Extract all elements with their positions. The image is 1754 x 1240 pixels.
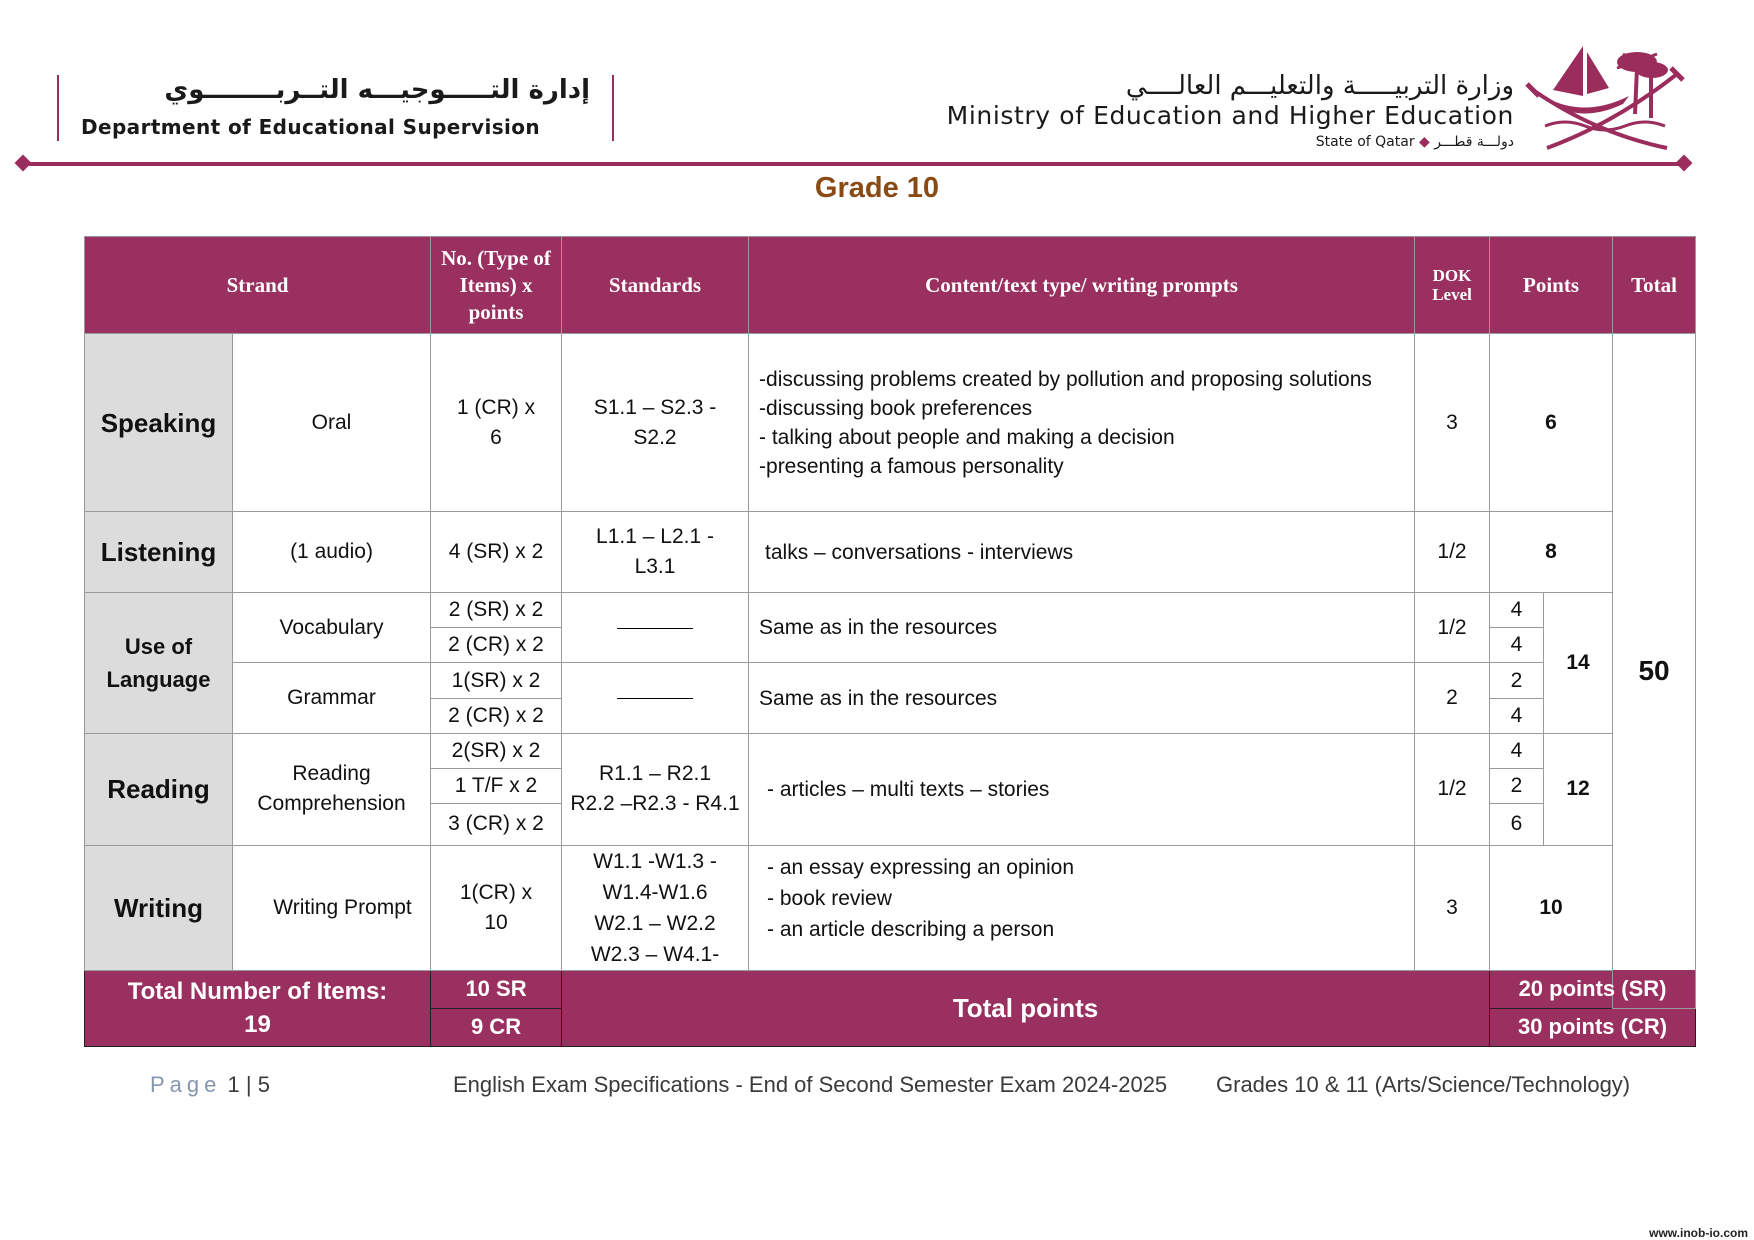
table-row [85,334,1696,512]
dok-cell: 3 [1415,334,1490,512]
total-items-text: Total Number of Items: [127,978,388,1006]
content-cell: talks – conversations - interviews [749,512,1415,593]
items-cell: 3 (CR) x 2 [431,803,562,845]
table-header-row [85,237,1696,334]
cr-points: 30 points (CR) [1490,1008,1696,1046]
page-word: Page [150,1072,222,1097]
header-points: Points [1490,237,1613,334]
standards-line: W2.3 – W4.1- [590,942,720,966]
standards-cell [562,845,749,970]
items-cell: 2 (CR) x 2 [431,628,562,663]
sub-strand: Writing Prompt [233,845,431,970]
totals-row [85,970,1696,1008]
source-watermark: www.inob-io.com [1649,1226,1748,1240]
points-cell: 6 [1490,334,1613,512]
grades-label: Grades 10 & 11 (Arts/Science/Technology) [1216,1072,1631,1097]
dok-cell: 1/2 [1415,512,1490,593]
document-title: English Exam Specifications - End of Second Semester Exam 2024-2025 [453,1072,1168,1097]
points-cell: 2 [1490,768,1544,803]
sub-strand-line: Reading [292,762,371,786]
dok-cell: 2 [1415,663,1490,733]
items-cell: 2 (CR) x 2 [431,698,562,733]
standards-cell: L1.1 – L2.1 - L3.1 [562,512,749,593]
items-cell: 4 (SR) x 2 [431,512,562,593]
items-cell: 2 (SR) x 2 [431,593,562,628]
content-line: - an essay expressing an opinion [767,855,1075,879]
sr-count: 10 SR [431,970,562,1008]
ministry-name-arabic: وزارة التربيـــــة والتعليـــم العالــــي [1125,71,1514,101]
state-separator-icon: ◆ [1419,134,1430,150]
department-name-arabic: إدارة التـــــوجيـــه التــربــــــــوي [164,75,590,105]
points-cell: 10 [1490,845,1613,970]
standards-line: W1.4-W1.6 [602,880,708,904]
exam-specification-table [84,236,1696,1047]
dok-cell: 1/2 [1415,733,1490,845]
content-line: - an article describing a person [767,917,1055,941]
divider-left-diamond-icon [15,155,32,172]
strand-use-of-language: Use of Language [85,593,233,733]
dok-cell: 3 [1415,845,1490,970]
strand-speaking: Speaking [85,334,233,512]
header-divider [22,162,1682,166]
points-cell: 4 [1490,593,1544,628]
divider-right-diamond-icon [1676,155,1693,172]
sub-strand: Grammar [233,663,431,733]
strand-listening: Listening [85,512,233,593]
items-cell: 1(SR) x 2 [431,663,562,698]
page-current: 1 [227,1072,240,1097]
standards-line: W2.1 – W2.2 [594,911,716,935]
state-name-arabic: دولـــة قطـــر [1434,134,1514,150]
standards-cell: S1.1 – S2.3 - S2.2 [562,334,749,512]
points-cell: 4 [1490,733,1544,768]
content-cell: - articles – multi texts – stories [749,733,1415,845]
points-cell: 2 [1490,663,1544,698]
header-dok: DOK Level [1415,237,1490,334]
sub-strand: Oral [233,334,431,512]
state-name-english: State of Qatar [1315,134,1415,150]
standards-line: R1.1 – R2.1 [598,762,712,786]
strand-writing: Writing [85,845,233,970]
department-header [57,75,614,141]
items-cell: 2(SR) x 2 [431,733,562,768]
points-cell: 6 [1490,803,1544,845]
sub-strand-line: Comprehension [257,792,406,816]
page-total: 5 [257,1072,270,1097]
ministry-name-english: Ministry of Education and Higher Education [946,101,1514,130]
ministry-header [947,70,1514,150]
sr-points: 20 points (SR) [1490,970,1696,1008]
sub-strand [233,733,431,845]
standards-line: R2.2 –R2.3 - R4.1 [570,792,740,816]
standards-line: W1.1 -W1.3 - [593,849,717,873]
state-label [947,134,1514,150]
items-cell: 1 (CR) x 6 [431,334,562,512]
page-separator: | [245,1072,252,1097]
content-line: - book review [767,886,892,910]
table-row [85,512,1696,593]
table-row [85,733,1696,768]
total-items-label [85,970,431,1046]
table-row [85,845,1696,970]
content-cell [749,334,1415,512]
page-number [150,1072,270,1098]
content-line: -discussing book preferences [759,396,1033,420]
grand-total: 50 [1613,334,1696,1009]
page-title: Grade 10 [814,172,940,204]
dok-cell: 1/2 [1415,593,1490,663]
department-name-english: Department of Educational Supervision [81,115,541,139]
content-cell: Same as in the resources [749,593,1415,663]
cr-count: 9 CR [431,1008,562,1046]
total-items-count: 19 [244,1011,271,1039]
content-cell: Same as in the resources [749,663,1415,733]
content-line: - talking about people and making a decision [759,425,1175,449]
header-standards: Standards [562,237,749,334]
subtotal-cell: 14 [1544,593,1613,733]
content-cell [749,845,1415,970]
header-strand: Strand [85,237,431,334]
sub-strand: Vocabulary [233,593,431,663]
total-points-label: Total points [562,970,1490,1046]
table-row [85,593,1696,628]
qatar-emblem-icon [1525,38,1685,150]
sub-strand: (1 audio) [233,512,431,593]
standards-cell [562,663,749,733]
header-items: No. (Type of Items) x points [431,237,562,334]
blank-line [617,628,693,629]
content-line: -presenting a famous personality [759,454,1064,478]
header-content: Content/text type/ writing prompts [749,237,1415,334]
header-total: Total [1613,237,1696,334]
blank-line [617,698,693,699]
points-cell: 4 [1490,628,1544,663]
content-line: -discussing problems created by pollution and proposing solutions [759,367,1372,391]
points-cell: 8 [1490,512,1613,593]
strand-reading: Reading [85,733,233,845]
items-cell: 1(CR) x 10 [431,845,562,970]
standards-cell [562,733,749,845]
table-row [85,663,1696,698]
standards-cell [562,593,749,663]
subtotal-cell: 12 [1544,733,1613,845]
items-cell: 1 T/F x 2 [431,768,562,803]
points-cell: 4 [1490,698,1544,733]
